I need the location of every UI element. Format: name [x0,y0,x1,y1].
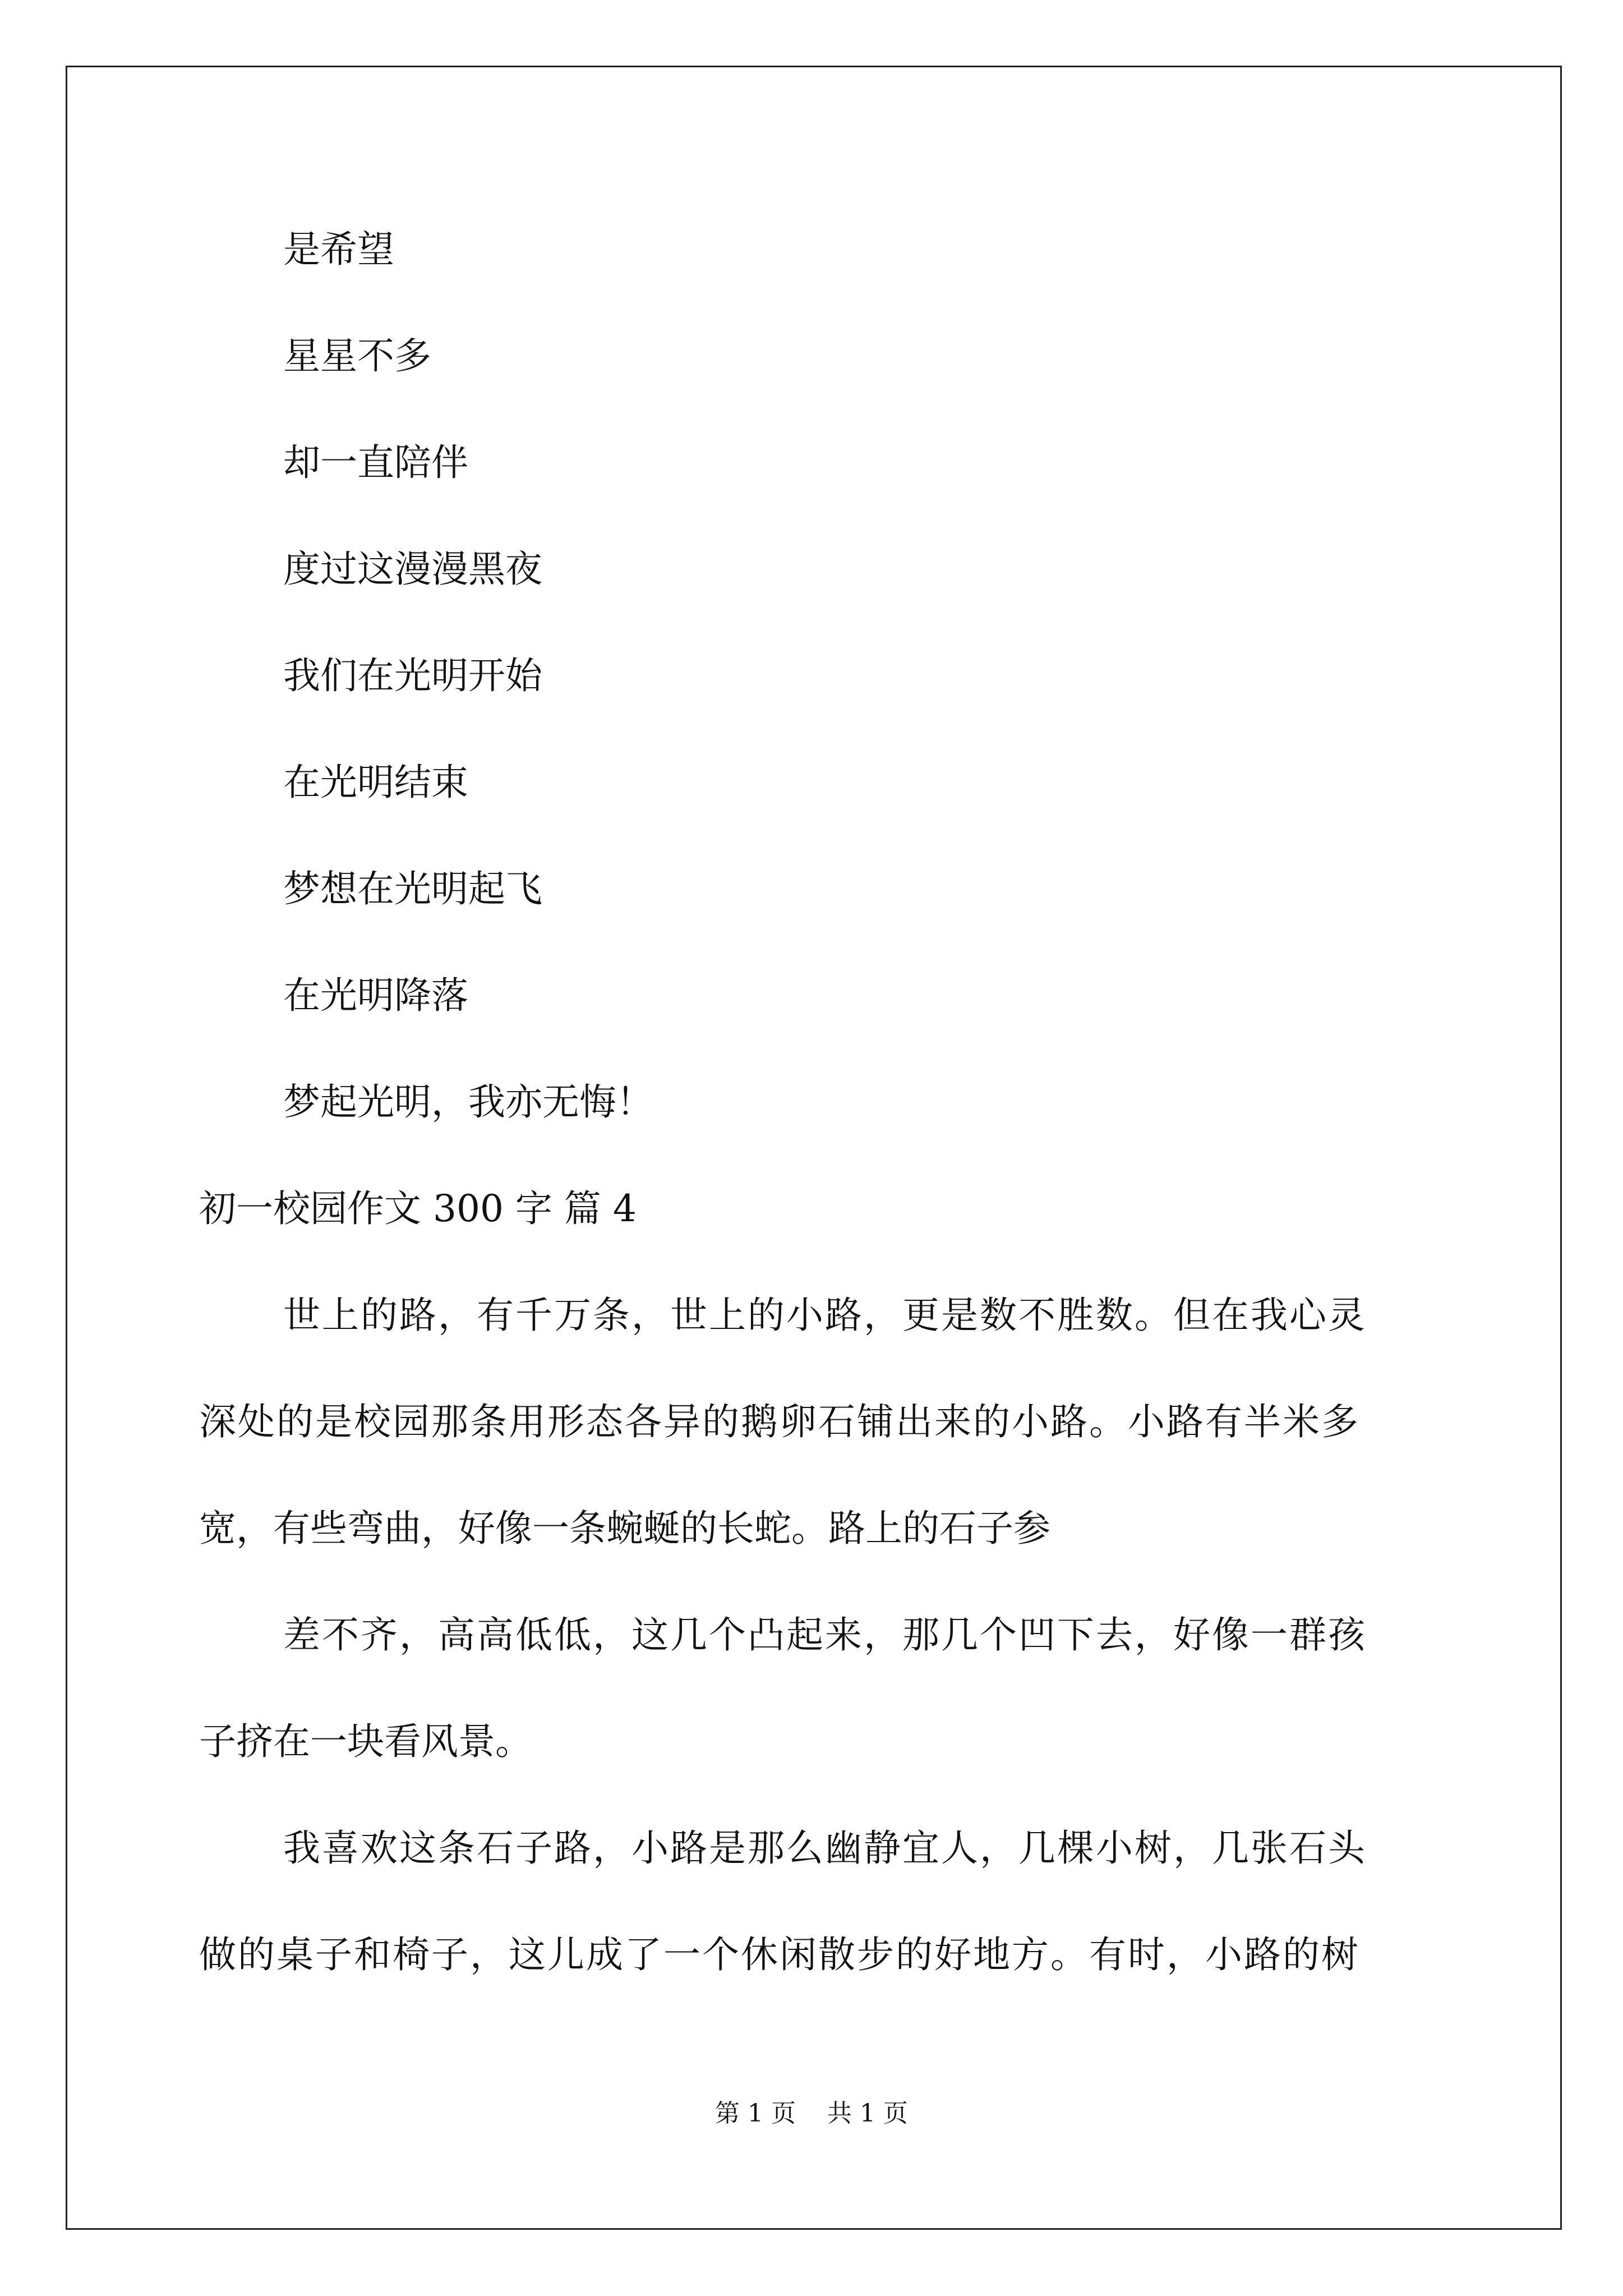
poem-line: 在光明降落 [283,974,468,1017]
poem-line: 星星不多 [283,334,431,378]
body-line: 我喜欢这条石子路，小路是那么幽静宜人，几棵小树，几张石头 [283,1826,1367,1870]
section-title: 初一校园作文 300 字 篇 4 [199,1187,637,1230]
body-line: 世上的路，有千万条，世上的小路，更是数不胜数。但在我心灵 [283,1294,1367,1337]
poem-line: 我们在光明开始 [283,654,542,697]
page-number-footer: 第 1 页 共 1 页 [715,2099,908,2128]
poem-line: 却一直陪伴 [283,441,468,484]
page-border [66,66,1562,2230]
poem-line: 在光明结束 [283,761,468,804]
poem-line: 度过这漫漫黑夜 [283,547,542,591]
body-line: 子挤在一块看风景。 [199,1720,532,1763]
poem-line: 梦想在光明起飞 [283,867,542,910]
poem-line: 是希望 [283,228,394,271]
body-line: 差不齐，高高低低，这几个凸起来，那几个凹下去，好像一群孩 [283,1613,1367,1657]
body-line: 宽，有些弯曲，好像一条蜿蜒的长蛇。路上的石子参 [199,1507,1050,1550]
body-line: 做的桌子和椅子，这儿成了一个休闲散步的好地方。有时，小路的树 [199,1933,1360,1976]
poem-line: 梦起光明，我亦无悔！ [283,1080,653,1124]
body-line: 深处的是校园那条用形态各异的鹅卵石铺出来的小路。小路有半米多 [199,1400,1360,1443]
